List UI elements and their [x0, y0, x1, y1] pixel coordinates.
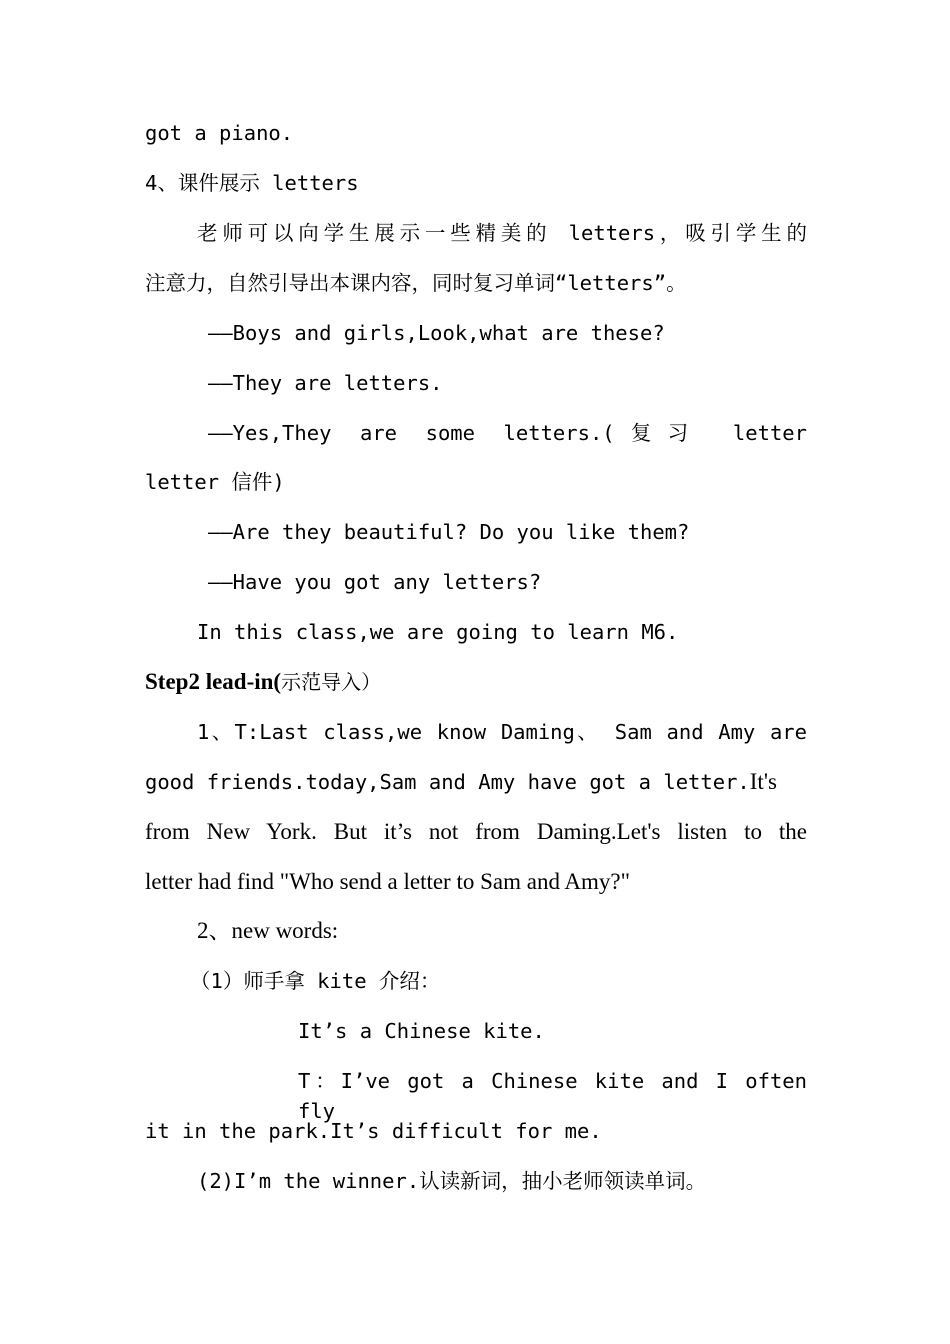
text-line: letter 信件): [145, 470, 285, 494]
text-segment: It's: [749, 769, 777, 794]
text-line: It’s a Chinese kite.: [298, 1019, 545, 1043]
dialogue-line: ——Yes,They are some letters.(复习 letter: [208, 421, 807, 445]
text-line: from New York. But it’s not from Daming.Let's listen to the: [145, 819, 807, 844]
text-line: （1）师手拿 kite 介绍：: [190, 969, 441, 993]
dialogue-line: ——Are they beautiful? Do you like them?: [208, 520, 690, 544]
text-line: 注意力，自然引导出本课内容，同时复习单词“letters”。: [145, 271, 687, 295]
text-line: 4、课件展示 letters: [145, 171, 359, 195]
text-line: got a piano.: [145, 121, 294, 145]
text-line: 1、T:Last class,we know Daming、 Sam and Amy are: [197, 720, 807, 744]
text-line: In this class,we are going to learn M6.: [197, 620, 679, 644]
dialogue-line: ——Boys and girls,Look,what are these?: [208, 321, 665, 345]
text-line: it in the park.It’s difficult for me.: [145, 1119, 602, 1143]
dialogue-line: ——Have you got any letters?: [208, 570, 542, 594]
text-line: letter had find "Who send a letter to Sam and Amy?": [145, 869, 631, 894]
step-heading-label: Step2 lead-in(: [145, 669, 282, 694]
text-line: T：I’ve got a Chinese kite and I often fly: [298, 1069, 807, 1123]
text-line: [145, 767, 807, 797]
dialogue-line: ——They are letters.: [208, 371, 443, 395]
text-line: 老师可以向学生展示一些精美的 letters，吸引学生的: [197, 221, 807, 245]
step-heading-suffix: 示范导入）: [281, 670, 382, 694]
text-line: 2、new words:: [197, 918, 339, 943]
step-heading: [145, 667, 807, 697]
text-line: (2)I’m the winner.认读新词，抽小老师领读单词。: [197, 1169, 707, 1193]
text-segment: good friends.today,Sam and Amy have got a letter.: [145, 770, 750, 794]
